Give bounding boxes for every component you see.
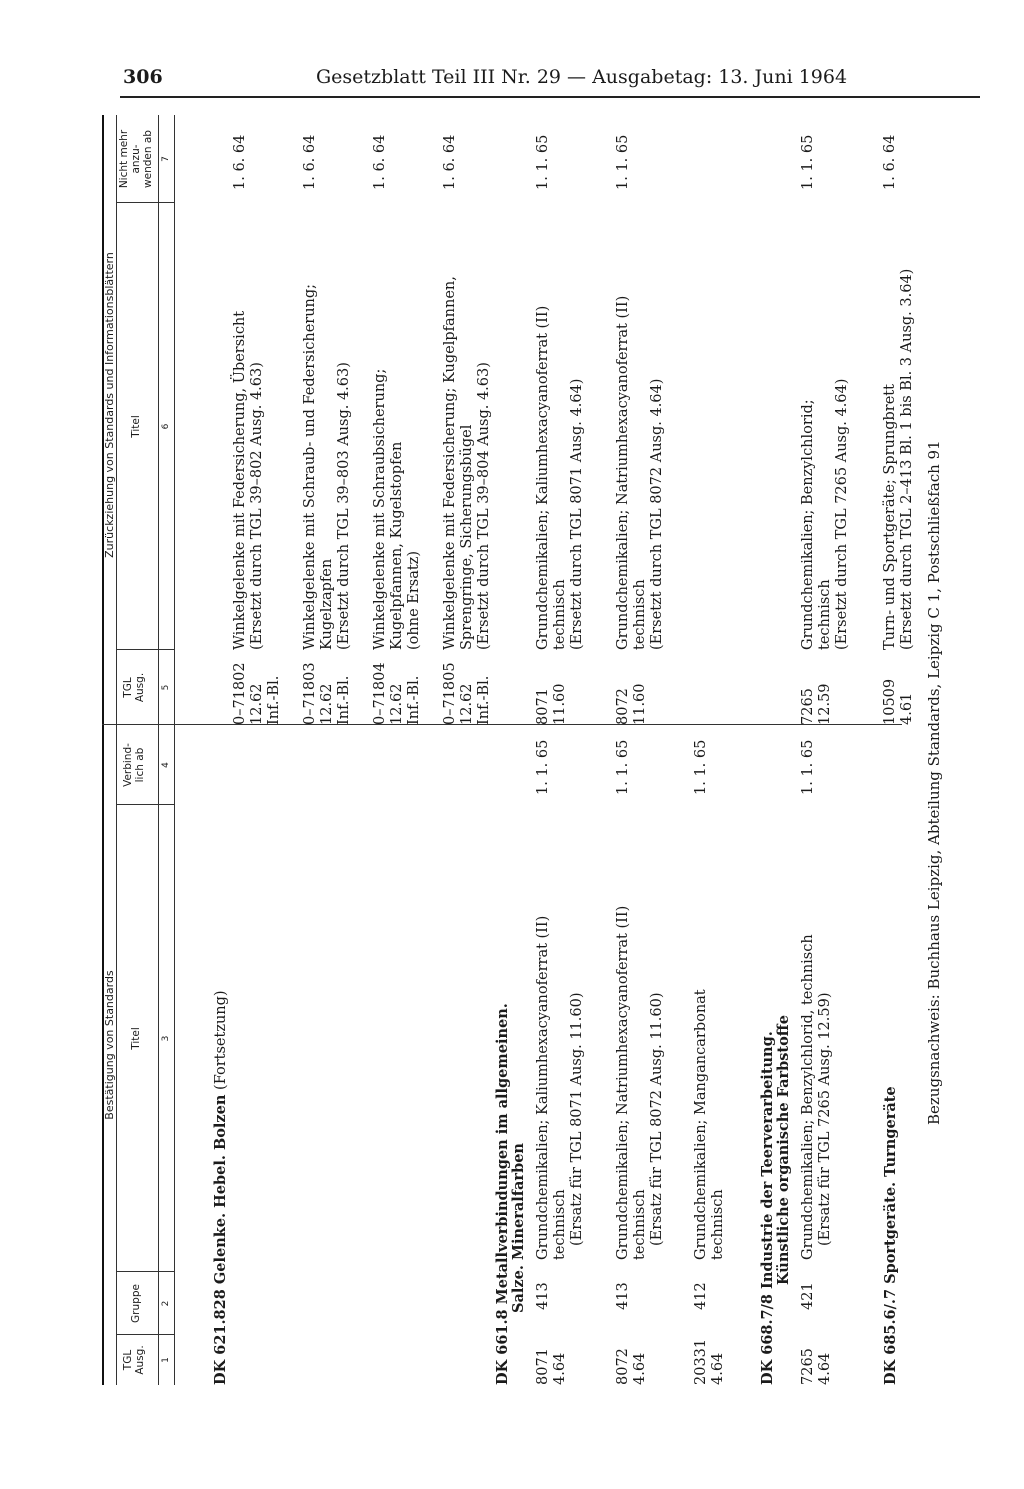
table-row-verbindlich: 1. 1. 65: [535, 739, 551, 795]
header-rule: [120, 96, 980, 98]
section-heading-661: DK 661.8 Metallverbindungen im allgemeinen. Salze. Mineralfarben: [494, 1003, 527, 1385]
withdrawn-tgl: 10509 4.61: [882, 678, 915, 725]
col-header-nicht-mehr: Nicht mehr anzu- wenden ab: [118, 129, 154, 189]
withdrawn-tgl: 0–71805 12.62 Inf.-Bl.: [442, 662, 492, 725]
table-row-title: Grundchemikalien; Mangancarbonat technisch: [693, 989, 726, 1260]
col-number: 7: [161, 156, 171, 162]
col-header-gruppe: Gruppe: [130, 1284, 142, 1323]
col-number: 1: [161, 1357, 171, 1363]
col-number: 4: [161, 762, 171, 768]
withdrawn-date: 1. 6. 64: [232, 134, 248, 190]
col-header-titel: Titel: [130, 1027, 142, 1050]
table-row-tgl: 20331 4.64: [693, 1338, 726, 1385]
table-row-verbindlich: 1. 1. 65: [693, 739, 709, 795]
section-heading-685: DK 685.6/.7 Sportgeräte. Turngeräte: [882, 1086, 899, 1385]
col-header-tgl: TGL Ausg.: [122, 1345, 146, 1375]
table-row-gruppe: 413: [615, 1282, 631, 1310]
withdrawn-date: 1. 6. 64: [372, 134, 388, 190]
withdrawn-date: 1. 1. 65: [800, 134, 816, 190]
table-divider: [102, 724, 902, 725]
withdrawn-title: Grundchemikalien; Benzylchlorid; technisch (Ersetzt durch TGL 7265 Ausg. 4.64): [800, 378, 850, 650]
withdrawn-title: Winkelgelenke mit Federsicherung, Übersicht (Ersetzt durch TGL 39–802 Ausg. 4.63): [232, 310, 265, 650]
table-row-tgl: 8072 4.64: [615, 1348, 648, 1385]
page-number: 306: [123, 66, 163, 88]
withdrawn-tgl: 8072 11.60: [615, 683, 648, 725]
withdrawn-title: Winkelgelenke mit Schraub- und Federsicherung; Kugelzapfen (Ersetzt durch TGL 39–803 Ausg. 4.63): [302, 283, 352, 650]
withdrawn-date: 1. 1. 65: [535, 134, 551, 190]
table-row-gruppe: 413: [535, 1282, 551, 1310]
withdrawn-tgl: 0–71803 12.62 Inf.-Bl.: [302, 662, 352, 725]
table-row-verbindlich: 1. 1. 65: [800, 739, 816, 795]
col-number: 5: [161, 684, 171, 691]
table-row-gruppe: 412: [693, 1282, 709, 1310]
withdrawn-tgl: 0–71804 12.62 Inf.-Bl.: [372, 662, 422, 725]
col-header-tgl-withdrawn: TGL Ausg.: [122, 672, 146, 703]
withdrawn-date: 1. 6. 64: [302, 134, 318, 190]
withdrawn-title: Grundchemikalien; Natriumhexacyanoferrat (II) technisch (Ersetzt durch TGL 8072 Ausg. 4.64): [615, 295, 665, 650]
section-heading-668: DK 668.7/8 Industrie der Teerverarbeitung. Künstliche organische Farbstoffe: [759, 1015, 792, 1385]
withdrawn-tgl: 8071 11.60: [535, 683, 568, 725]
table-row-title: Grundchemikalien; Benzylchlorid, technisch (Ersatz für TGL 7265 Ausg. 12.59): [800, 934, 833, 1260]
withdrawn-title: Winkelgelenke mit Federsicherung; Kugelpfannen, Sprengringe, Sicherungsbügel (Ersetzt durch TGL 39–804 Ausg. 4.63): [442, 276, 492, 650]
rotated-table: [70, 115, 960, 1385]
withdrawn-title: Winkelgelenke mit Schraubsicherung; Kugelpfannen, Kugelstopfen (ohne Ersatz): [372, 368, 422, 650]
col-number: 2: [161, 1300, 171, 1307]
group-header-confirmation: Bestätigung von Standards: [103, 970, 116, 1120]
withdrawn-tgl: 0–71802 12.62 Inf.-Bl.: [232, 662, 282, 725]
table-row-gruppe: 421: [800, 1282, 816, 1310]
page-header: Gesetzblatt Teil III Nr. 29 — Ausgabetag: 13. Juni 1964: [316, 66, 848, 88]
withdrawn-title: Turn- und Sportgeräte; Sprungbrett (Ersetzt durch TGL 2–413 Bl. 1 bis Bl. 3 Ausg. 3.64): [882, 268, 915, 650]
footer-reference: Bezugsnachweis: Buchhaus Leipzig, Abteilung Standards, Leipzig C 1, Postschließfach 91: [925, 440, 943, 1125]
group-header-rule: [116, 115, 117, 1385]
withdrawn-date: 1. 6. 64: [882, 134, 898, 190]
table-row-verbindlich: 1. 1. 65: [615, 739, 631, 795]
col-number: 3: [161, 1035, 171, 1042]
table-row-tgl: 7265 4.64: [800, 1348, 833, 1385]
col-header-titel-withdrawn: Titel: [130, 415, 142, 438]
column-header-rule: [158, 115, 159, 1385]
section-heading-621: DK 621.828 Gelenke. Hebel. Bolzen (Fortsetzung): [212, 990, 229, 1385]
table-row-title: Grundchemikalien; Kaliumhexacyanoferrat (II) technisch (Ersatz für TGL 8071 Ausg. 11.60): [535, 915, 585, 1260]
withdrawn-date: 1. 1. 65: [615, 134, 631, 190]
table-row-title: Grundchemikalien; Natriumhexacyanoferrat (II) technisch (Ersatz für TGL 8072 Ausg. 11.60): [615, 905, 665, 1260]
withdrawn-tgl: 7265 12.59: [800, 683, 833, 725]
group-header-withdrawal: Zurückziehung von Standards und Informationsblättern: [103, 252, 116, 558]
table-row-tgl: 8071 4.64: [535, 1348, 568, 1385]
number-row-rule: [174, 115, 175, 1385]
withdrawn-title: Grundchemikalien; Kaliumhexacyanoferrat (II) technisch (Ersetzt durch TGL 8071 Ausg. 4.64): [535, 305, 585, 650]
withdrawn-date: 1. 6. 64: [442, 134, 458, 190]
col-number: 6: [161, 423, 171, 430]
col-header-verbindlich: Verbind- lich ab: [122, 743, 146, 787]
